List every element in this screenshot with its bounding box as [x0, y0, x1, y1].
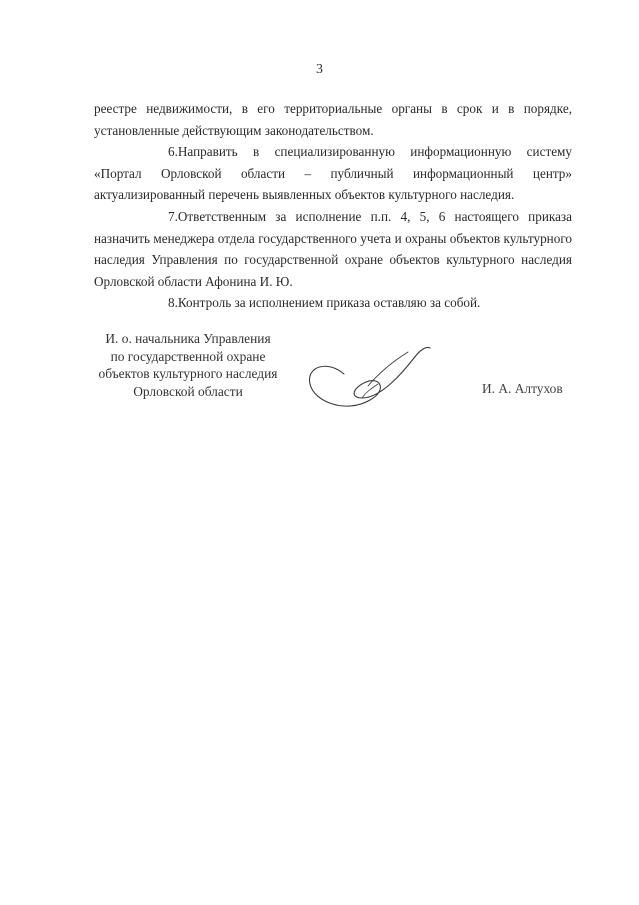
paragraph-continuation — [94, 98, 572, 141]
paragraph-text: реестре недвижимости, в его территориальные органы в срок и в порядке, установленные действующим законодательством. — [94, 101, 572, 138]
signatory-title-line: И. о. начальника Управления — [105, 331, 271, 346]
handwritten-signature-icon — [296, 340, 446, 420]
signatory-title-line: Орловской области — [133, 383, 243, 399]
signatory-title-line: объектов культурного наследия — [98, 366, 278, 382]
document-body — [94, 98, 572, 314]
paragraph-number: 8. — [168, 295, 178, 311]
paragraph-number: 6. — [168, 144, 178, 160]
signer-name: И. А. Алтухов — [482, 381, 563, 396]
paragraph-text: Ответственным за исполнение п.п. 4, 5, 6 настоящего приказа назначить менеджера отдела государственного учета и охраны объектов культурного наследия Управления по государственной охране объектов культурного наследия Орловской области Афонина И. Ю. — [94, 208, 572, 289]
paragraph-text: Направить в специализированную информационную систему «Портал Орловской области – публичный информационный центр» актуализированный перечень выявленных объектов культурного наследия. — [94, 144, 572, 203]
paragraph-8 — [94, 292, 572, 314]
signatory-title — [88, 330, 288, 400]
paragraph-7 — [94, 206, 572, 292]
paragraph-6 — [94, 141, 572, 206]
paragraph-text: Контроль за исполнением приказа оставляю за собой. — [177, 295, 481, 311]
paragraph-number: 7. — [168, 208, 178, 224]
page-number: 3 — [316, 62, 323, 77]
signatory-title-line: по государственной охране — [110, 348, 266, 364]
